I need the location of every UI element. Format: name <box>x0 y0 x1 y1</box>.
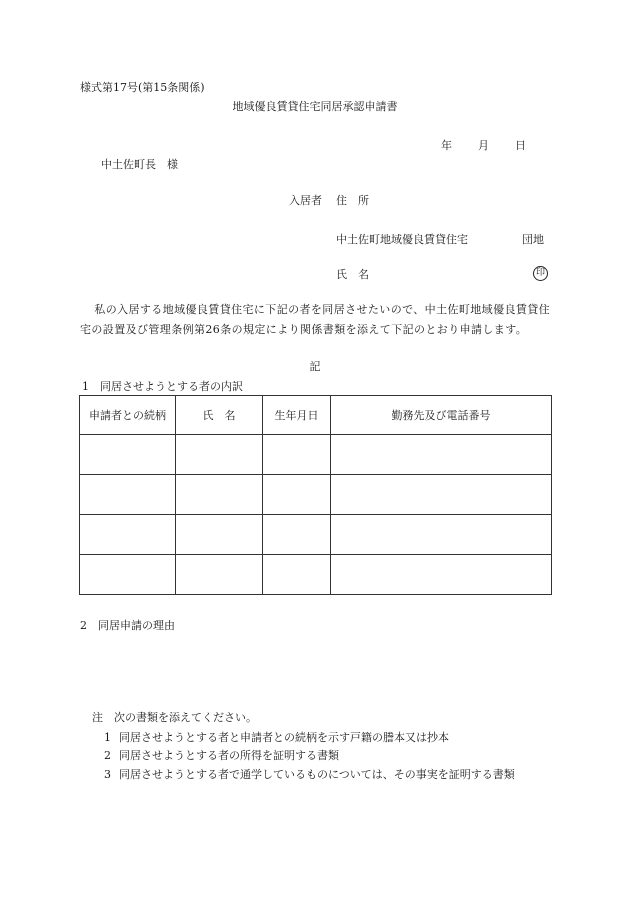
occupant-table <box>79 395 552 595</box>
table-cell[interactable] <box>331 435 552 475</box>
ki-heading: 記 <box>309 360 321 373</box>
date-month: 月 <box>478 139 489 152</box>
table-cell[interactable] <box>263 515 331 555</box>
section1-heading: 1 同居させようとする者の内訳 <box>82 380 243 393</box>
table-row <box>80 435 552 475</box>
table-row <box>80 555 552 595</box>
table-cell[interactable] <box>263 475 331 515</box>
danchi-label: 団地 <box>522 233 544 246</box>
form-number: 様式第17号(第15条関係) <box>80 81 205 94</box>
table-cell[interactable] <box>331 475 552 515</box>
date-year: 年 <box>441 139 452 152</box>
note-text: 同居させようとする者と申請者との続柄を示す戸籍の謄本又は抄本 <box>119 731 449 744</box>
note-number: 3 <box>104 768 111 781</box>
note-text: 同居させようとする者の所得を証明する書類 <box>119 749 339 762</box>
table-header: 申請者との続柄 <box>80 396 176 435</box>
table-header: 勤務先及び電話番号 <box>331 396 552 435</box>
table-cell[interactable] <box>331 555 552 595</box>
table-cell[interactable] <box>263 555 331 595</box>
table-cell[interactable] <box>331 515 552 555</box>
table-header-row <box>80 396 552 435</box>
table-header: 生年月日 <box>263 396 331 435</box>
note-number: 1 <box>104 731 111 744</box>
note-item <box>104 731 449 745</box>
table-cell[interactable] <box>176 555 263 595</box>
address-label: 住 所 <box>336 194 369 207</box>
note-text: 同居させようとする者で通学しているものについては、その事実を証明する書類 <box>119 768 515 781</box>
applicant-label: 入居者 <box>289 194 322 207</box>
notes-title: 注 次の書類を添えてください。 <box>92 711 257 724</box>
table-cell[interactable] <box>176 475 263 515</box>
table-row <box>80 515 552 555</box>
name-label: 氏 名 <box>336 268 369 281</box>
note-item <box>104 768 515 782</box>
table-cell[interactable] <box>176 515 263 555</box>
section2-heading: 2 同居申請の理由 <box>80 619 175 632</box>
date-day: 日 <box>515 139 526 152</box>
table-row <box>80 475 552 515</box>
addressee: 中土佐町長 様 <box>101 158 178 171</box>
table-cell[interactable] <box>80 435 176 475</box>
table-header: 氏 名 <box>176 396 263 435</box>
housing-name: 中土佐町地域優良賃貸住宅 <box>336 233 468 246</box>
table-cell[interactable] <box>176 435 263 475</box>
seal-mark: 印 <box>533 266 548 281</box>
table-cell[interactable] <box>80 515 176 555</box>
table-cell[interactable] <box>80 475 176 515</box>
table-cell[interactable] <box>80 555 176 595</box>
table-cell[interactable] <box>263 435 331 475</box>
date-line <box>441 139 526 153</box>
body-text: 私の入居する地域優良賃貸住宅に下記の者を同居させたいので、中土佐町地域優良賃貸住宅の設置及び管理条例第26条の規定により関係書類を添えて下記のとおり申請します。 <box>80 303 551 336</box>
note-number: 2 <box>104 749 111 762</box>
note-item <box>104 749 339 763</box>
document-title: 地域優良賃貸住宅同居承認申請書 <box>232 100 398 113</box>
